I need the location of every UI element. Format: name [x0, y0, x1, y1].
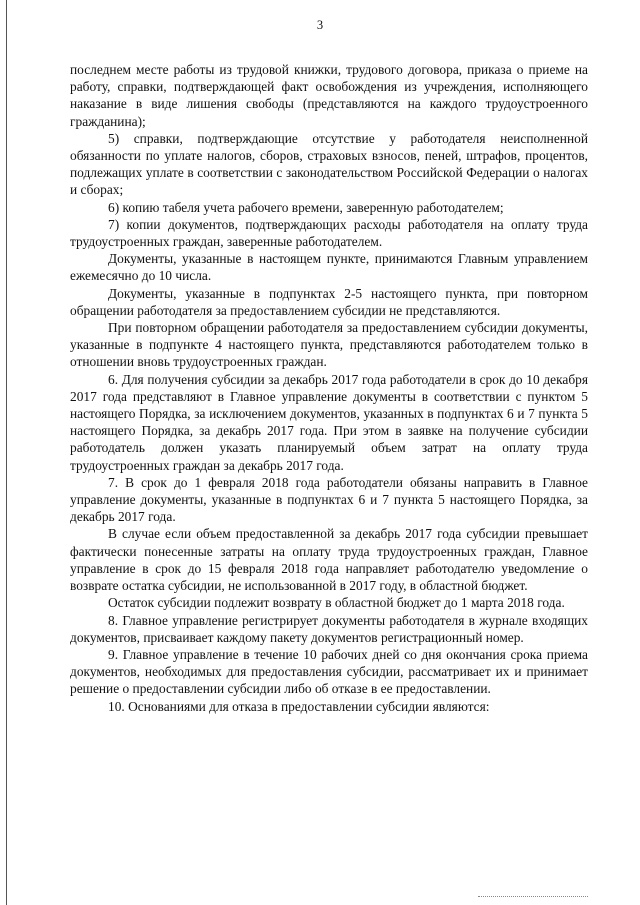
- paragraph-subitem-5: 5) справки, подтверждающие отсутствие у работодателя неисполненной обязанности по уплате налогов, сборов, страховых взносов, пеней, штрафов, процентов, подлежащих уплате в соответствии с законодательством Российской Федерации о налогах и сборах;: [70, 130, 588, 198]
- paragraph-repeat-not-required: Документы, указанные в подпунктах 2-5 настоящего пункта, при повторном обращении работодателя за предоставлением субсидии не представляются.: [70, 285, 588, 318]
- paragraph-item-10: 10. Основаниями для отказа в предоставлении субсидии являются:: [108, 698, 490, 714]
- paragraph-item-6: 6. Для получения субсидии за декабрь 2017 года работодатели в срок до 10 декабря 2017 года представляют в Главное управление документы в соответствии с пунктом 5 настоящего Порядка, за исключением документов, указанных в подпунктах 6 и 7 пункта 5 настоящего Порядка, за декабрь 2017 года. При этом в заявке на получение субсидии работодатель должен указать планируемый объем затрат на оплату труда трудоустроенных граждан за декабрь 2017 года.: [70, 371, 588, 473]
- document-body: [70, 61, 588, 715]
- paragraph-documents-deadline: Документы, указанные в настоящем пункте, принимаются Главным управлением ежемесячно до 10 числа.: [70, 251, 588, 284]
- paragraph-subitem-7: 7) копии документов, подтверждающих расходы работодателя на оплату труда трудоустроенных граждан, заверенные работодателем.: [70, 216, 588, 250]
- footer-dotted-line: [478, 896, 588, 898]
- paragraph-item-7: 7. В срок до 1 февраля 2018 года работодатели обязаны направить в Главное управление документы, указанные в подпунктах 6 и 7 пункта 5 настоящего Порядка, за декабрь 2017 года.: [70, 474, 588, 525]
- paragraph-repeat-new-employees: При повторном обращении работодателя за предоставлением субсидии документы, указанные в подпункте 4 настоящего пункта, представляются работодателем только в отношении вновь трудоустроенных граждан.: [70, 320, 588, 370]
- page-number: 3: [316, 18, 324, 32]
- paragraph-subitem-6: 6) копию табеля учета рабочего времени, заверенную работодателем;: [108, 199, 504, 215]
- paragraph-item-9: 9. Главное управление в течение 10 рабочих дней со дня окончания срока приема документов, необходимых для предоставления субсидии, рассматривает их и принимает решение о предоставлении субсидии либо об отказе в ее предоставлении.: [70, 646, 588, 697]
- paragraph-4-continuation: последнем месте работы из трудовой книжки, трудового договора, приказа о приеме на работу, справки, подтверждающей факт освобождения из учреждения, исполняющего наказание в виде лишения свободы (представляются на каждого трудоустроенного гражданина);: [70, 62, 588, 129]
- paragraph-item-8: 8. Главное управление регистрирует документы работодателя в журнале входящих документов, присваивает каждому пакету документов регистрационный номер.: [70, 612, 588, 645]
- paragraph-refund-deadline: Остаток субсидии подлежит возврату в областной бюджет до 1 марта 2018 года.: [108, 595, 565, 611]
- page-left-border: [6, 0, 7, 905]
- paragraph-excess-subsidy: В случае если объем предоставленной за декабрь 2017 года субсидии превышает фактически понесенные затраты на оплату труда трудоустроенных граждан, Главное управление в срок до 15 февраля 2018 года направляет работодателю уведомление о возврате остатка субсидии, не использованной в 2017 году, в областной бюджет.: [70, 526, 588, 594]
